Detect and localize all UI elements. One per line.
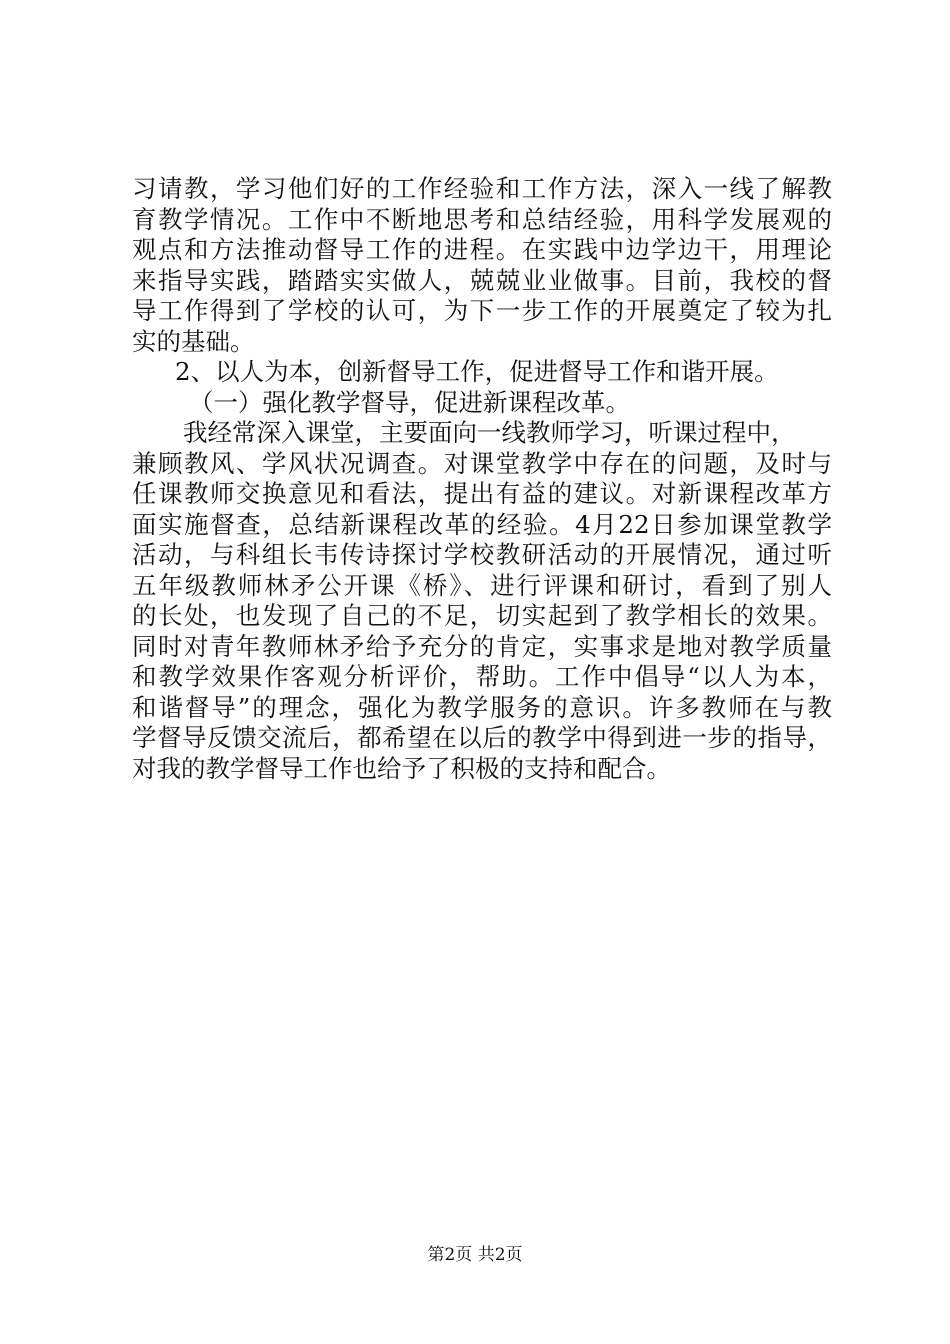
section-heading: 2、以人为本，创新督导工作，促进督导工作和谐开展。 — [175, 357, 779, 386]
text-line: 兼顾教风、学风状况调查。对课堂教学中存在的问题，及时与 — [132, 448, 832, 478]
text-line: 育教学情况。工作中不断地思考和总结经验，用科学发展观的 — [132, 204, 832, 234]
text-line: 同时对青年教师林矛给予充分的肯定，实事求是地对教学质量 — [132, 631, 832, 661]
text-line: 的长处，也发现了自己的不足，切实起到了教学相长的效果。 — [132, 601, 832, 630]
text-line: 和教学效果作客观分析评价，帮助。工作中倡导“以人为本， — [132, 662, 832, 691]
text-line: 观点和方法推动督导工作的进程。在实践中边学边干，用理论 — [132, 235, 832, 264]
text-line: 五年级教师林矛公开课《桥》、进行评课和研讨，看到了别人 — [132, 570, 832, 600]
text-line: 对我的教学督导工作也给予了积极的支持和配合。 — [132, 753, 671, 783]
text-line: 习请教，学习他们好的工作经验和工作方法，深入一线了解教 — [132, 174, 832, 203]
text-line: 实的基础。 — [132, 326, 255, 356]
subsection-heading: （一）强化教学督导，促进新课程改革。 — [189, 387, 630, 417]
text-line: 来指导实践，踏踏实实做人，兢兢业业做事。目前，我校的督 — [132, 265, 832, 295]
text-line: 学督导反馈交流后，都希望在以后的教学中得到进一步的指导， — [132, 723, 832, 752]
text-line: 活动，与科组长韦传诗探讨学校教研活动的开展情况，通过听 — [132, 540, 832, 569]
text-line: 我经常深入课堂，主要面向一线教师学习，听课过程中， — [183, 418, 796, 447]
text-line: 和谐督导”的理念，强化为教学服务的意识。许多教师在与教 — [132, 692, 832, 722]
text-line: 导工作得到了学校的认可，为下一步工作的开展奠定了较为扎 — [132, 296, 832, 325]
text-line: 面实施督查，总结新课程改革的经验。4月22日参加课堂教学 — [132, 509, 832, 539]
document-body — [132, 174, 832, 784]
text-line: 任课教师交换意见和看法，提出有益的建议。对新课程改革方 — [132, 479, 832, 508]
page-number-footer: 第2页 共2页 — [427, 1245, 523, 1265]
